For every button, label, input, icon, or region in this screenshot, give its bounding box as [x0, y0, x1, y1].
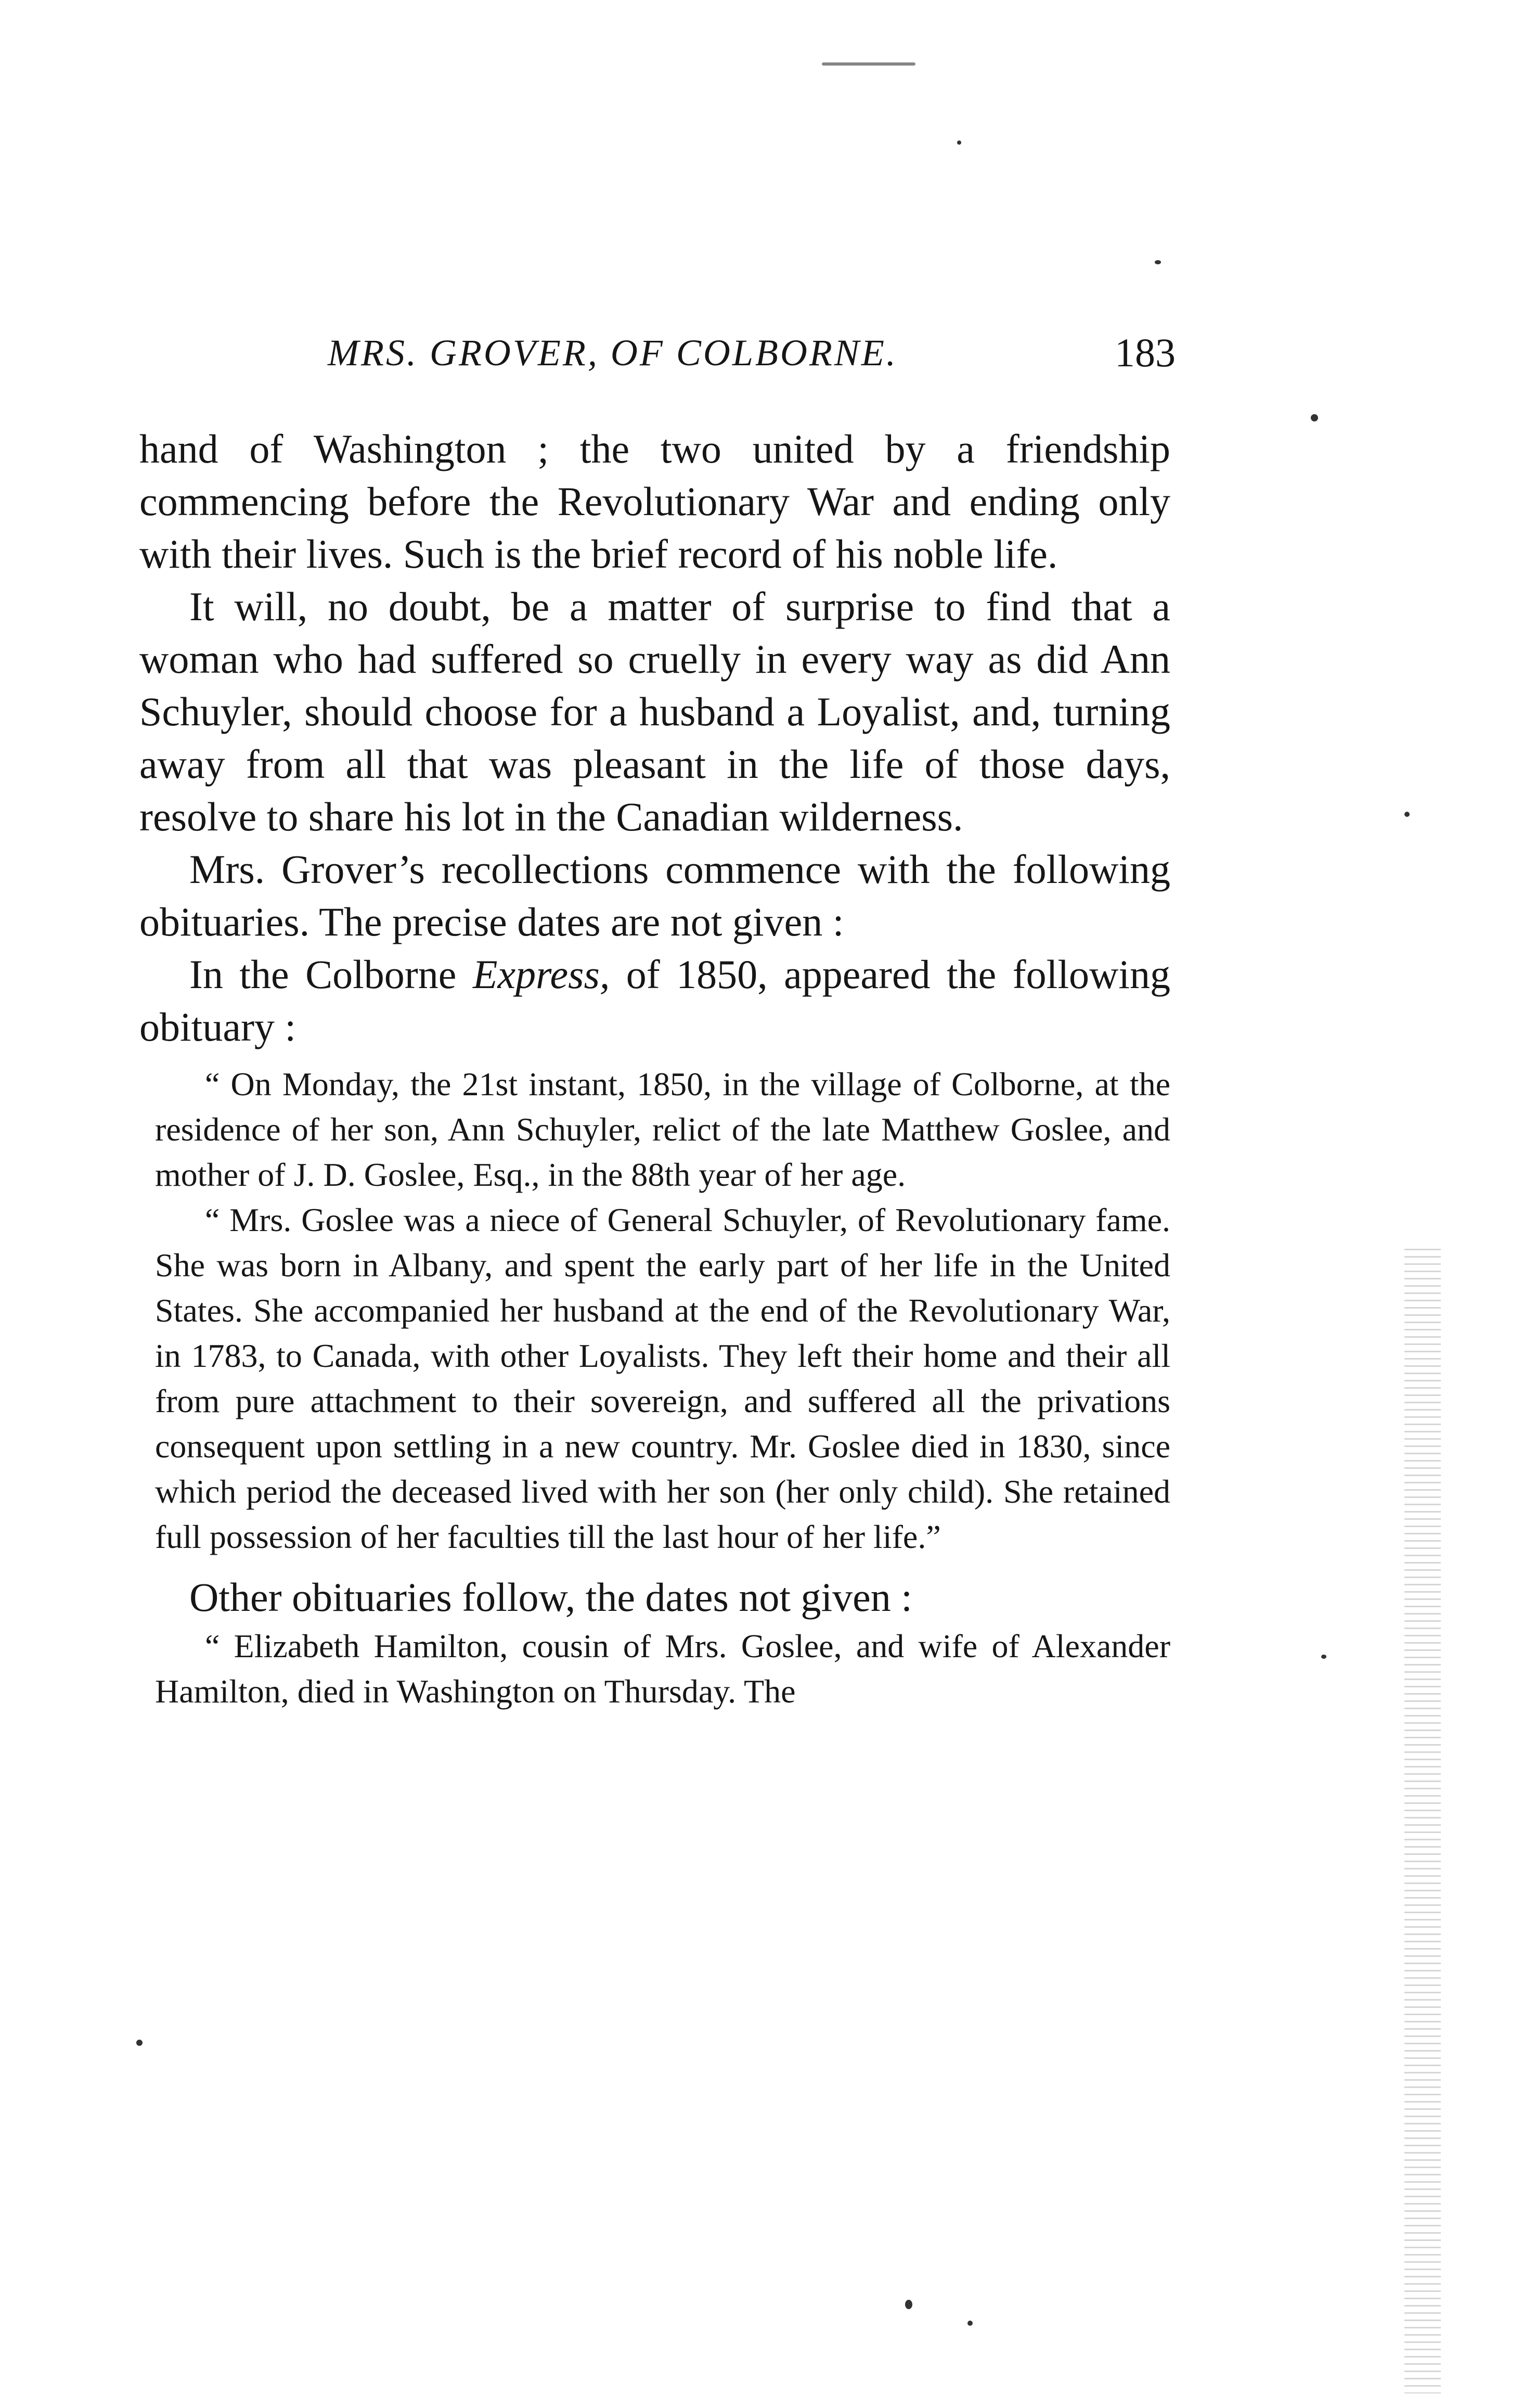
- express-intro-after: of 1850, appeared the following obituary :: [139, 952, 1170, 1049]
- obituary-quote-1: “ On Monday, the 21st instant, 1850, in the village of Colborne, at the residence of her son, Ann Schuyler, relict of the late Matthew Goslee, and mother of J. D. Goslee, Esq., in the 88th year of her age.: [155, 1066, 1170, 1193]
- paragraph-express-intro: [139, 948, 1170, 1053]
- paragraph-recollections: Mrs. Grover’s recollections commence with the following obituaries. The precise dates are not given :: [139, 847, 1170, 944]
- scan-speck: [1404, 812, 1410, 817]
- running-head: [312, 327, 1176, 379]
- newspaper-name: Express,: [472, 952, 610, 997]
- scan-speck: [1155, 260, 1161, 264]
- scan-speck: [957, 140, 961, 145]
- scan-speck: [1311, 414, 1318, 421]
- paragraph-other-obituaries: Other obituaries follow, the dates not given :: [189, 1574, 912, 1620]
- obituary-quote-2: “ Mrs. Goslee was a niece of General Schuyler, of Revolutionary fame. She was born in Albany, and spent the early part of her life in the United States. She accompanied her husband at the end of the Revolutionary War, in 1783, to Canada, with other Loyalists. They left their home and their all from pure attachment to their sovereign, and suffered all the privations consequent upon settling in a new country. Mr. Goslee died in 1830, since which period the deceased lived with her son (her only child). She retained full possession of her faculties till the last hour of her life.”: [155, 1201, 1170, 1555]
- running-title: MRS. GROVER, OF COLBORNE.: [328, 332, 898, 374]
- scan-edge-noise: [1404, 1249, 1441, 2393]
- scan-speck: [967, 2321, 973, 2326]
- page-number: 183: [1115, 330, 1176, 375]
- express-intro-before: In the Colborne: [189, 952, 473, 997]
- paragraph-continuation: hand of Washington ; the two united by a friendship commencing before the Revolutionary War and ending only with their lives. Such is the brief record of his noble life.: [139, 426, 1170, 577]
- scan-speck: [822, 62, 915, 66]
- paragraph-surprise: It will, no doubt, be a matter of surprise to find that a woman who had suffered so cruelly in every way as did Ann Schuyler, should choose for a husband a Loyalist, and, turning away from all that was pleasant in the life of those days, resolve to share his lot in the Canadian wilderness.: [139, 584, 1170, 839]
- obituary-quote-3: “ Elizabeth Hamilton, cousin of Mrs. Goslee, and wife of Alexander Hamilton, died in Washington on Thursday. The: [155, 1628, 1170, 1710]
- body-text: [139, 422, 1170, 1714]
- scan-speck: [1321, 1655, 1326, 1659]
- scan-speck: [136, 2040, 143, 2046]
- scan-speck: [905, 2300, 912, 2309]
